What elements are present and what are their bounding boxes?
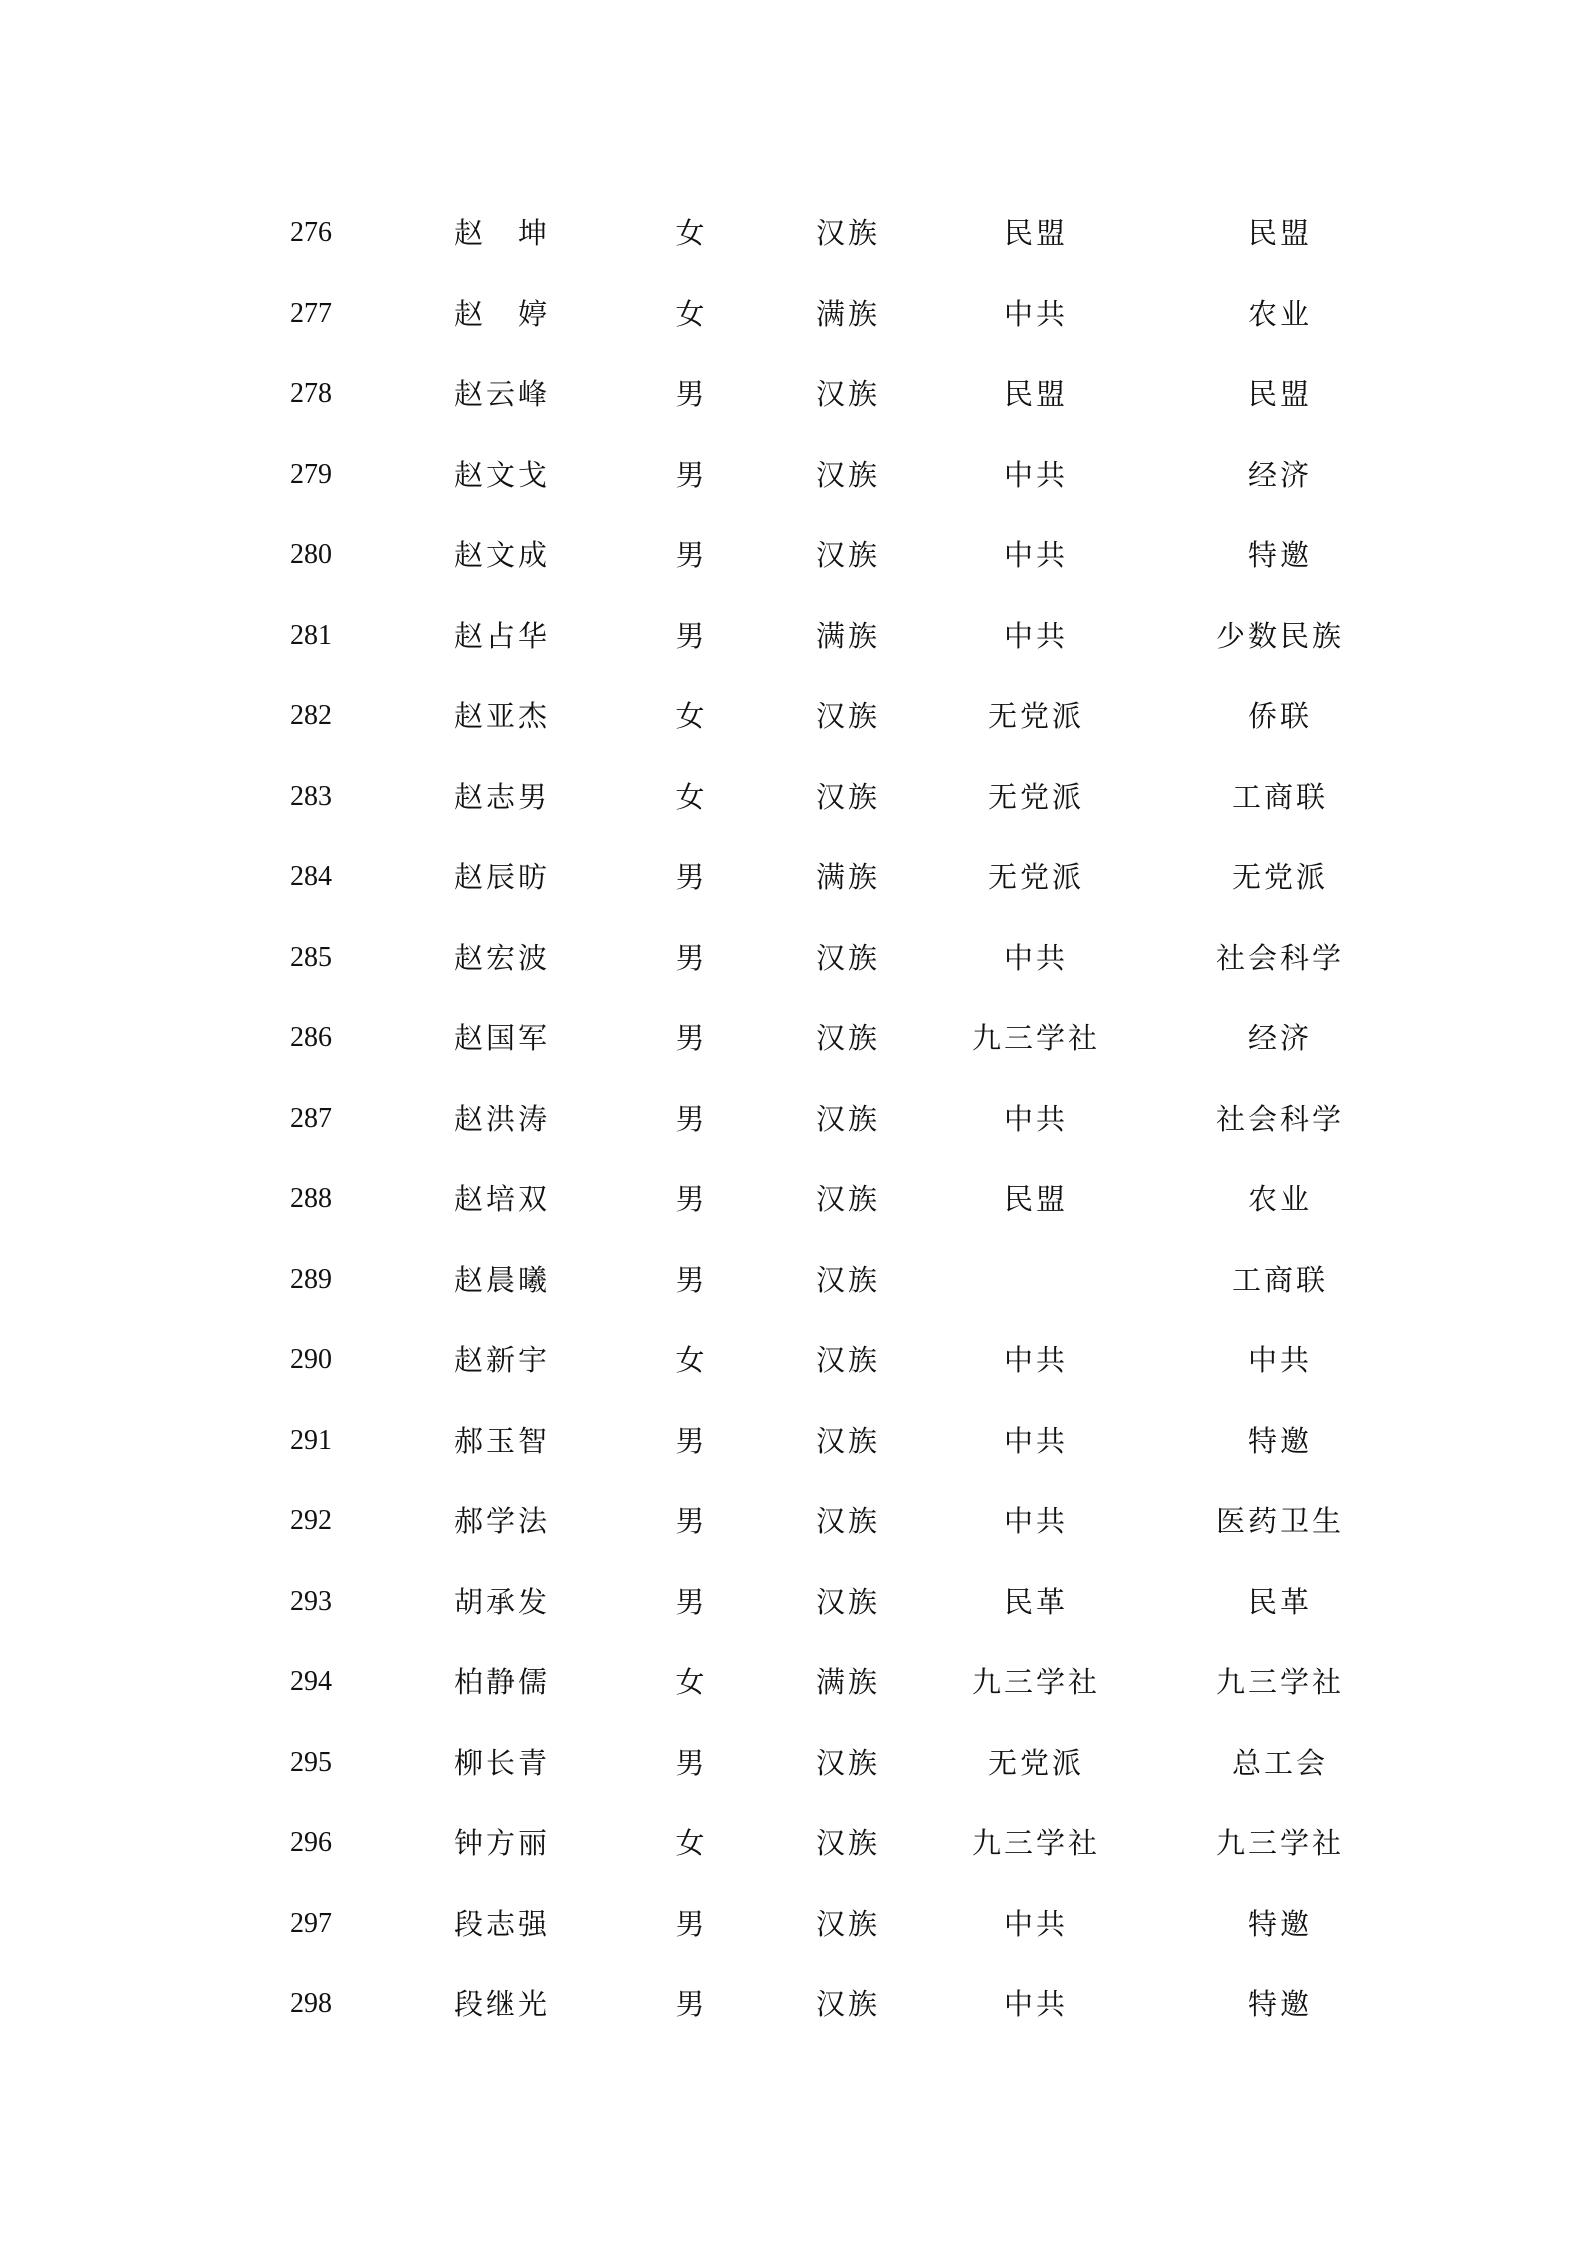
table-row: [0, 1325, 1587, 1406]
member-gender: 男: [675, 1987, 705, 2021]
member-party: 中共: [1003, 1343, 1069, 1377]
member-party: 中共: [1003, 1101, 1069, 1136]
row-number: 279: [290, 458, 332, 490]
member-party: 无党派: [987, 699, 1085, 733]
member-party: 中共: [1003, 1504, 1069, 1538]
table-row: [0, 1889, 1587, 1970]
row-number: 289: [290, 1263, 332, 1295]
member-sector: 农业: [1247, 296, 1313, 331]
member-gender: 男: [675, 377, 705, 411]
member-sector: 特邀: [1247, 1423, 1313, 1458]
member-gender: 男: [675, 457, 705, 492]
table-row: [0, 1969, 1587, 2050]
table-row: [0, 1164, 1587, 1245]
member-ethnicity: 汉族: [815, 1826, 881, 1860]
member-gender: 男: [675, 538, 705, 572]
row-number: 291: [290, 1424, 332, 1456]
member-party: 民盟: [1003, 216, 1069, 250]
row-number: 288: [290, 1183, 332, 1214]
member-name: 段志强: [453, 1906, 551, 1941]
member-sector: 工商联: [1231, 779, 1329, 814]
member-name: 赵新宇: [453, 1343, 551, 1377]
row-number: 295: [290, 1746, 332, 1778]
member-party: 中共: [1003, 1987, 1069, 2021]
member-sector: 特邀: [1247, 1987, 1313, 2021]
member-ethnicity: 满族: [815, 860, 881, 894]
member-sector: 民盟: [1247, 377, 1313, 411]
member-sector: 民革: [1247, 1584, 1313, 1619]
member-party: 中共: [1003, 940, 1069, 975]
member-party: 中共: [1003, 1906, 1069, 1941]
member-sector: 特邀: [1247, 1906, 1313, 1941]
table-row: [0, 681, 1587, 762]
member-name: 赵 婷: [453, 296, 551, 331]
row-number: 292: [290, 1505, 332, 1536]
member-sector: 工商联: [1231, 1262, 1329, 1297]
member-gender: 男: [675, 618, 705, 653]
member-ethnicity: 汉族: [815, 699, 881, 733]
member-gender: 男: [675, 1906, 705, 1941]
member-gender: 男: [675, 1504, 705, 1538]
row-number: 297: [290, 1907, 332, 1939]
member-sector: 无党派: [1231, 860, 1329, 894]
member-gender: 男: [675, 940, 705, 975]
member-gender: 男: [675, 1182, 705, 1216]
member-party: 九三学社: [971, 1021, 1101, 1055]
row-number: 285: [290, 941, 332, 973]
member-party: 中共: [1003, 296, 1069, 331]
row-number: 282: [290, 700, 332, 731]
member-ethnicity: 汉族: [815, 457, 881, 492]
table-row: [0, 1647, 1587, 1728]
member-party: 中共: [1003, 618, 1069, 653]
member-name: 钟方丽: [453, 1826, 551, 1860]
table-row: [0, 601, 1587, 682]
member-sector: 民盟: [1247, 216, 1313, 250]
member-gender: 男: [675, 1021, 705, 1055]
member-gender: 男: [675, 1584, 705, 1619]
member-ethnicity: 汉族: [815, 779, 881, 814]
member-list: [0, 198, 1587, 2050]
member-gender: 女: [675, 216, 705, 250]
member-name: 柳长青: [453, 1745, 551, 1780]
member-ethnicity: 汉族: [815, 1182, 881, 1216]
member-ethnicity: 汉族: [815, 1262, 881, 1297]
member-party: 九三学社: [971, 1826, 1101, 1860]
row-number: 276: [290, 217, 332, 248]
member-name: 赵辰昉: [453, 860, 551, 894]
row-number: 298: [290, 1988, 332, 2019]
member-party: 无党派: [987, 860, 1085, 894]
member-sector: 侨联: [1247, 699, 1313, 733]
table-row: [0, 1084, 1587, 1165]
member-name: 郝玉智: [453, 1423, 551, 1458]
table-row: [0, 1808, 1587, 1889]
member-gender: 男: [675, 1101, 705, 1136]
row-number: 287: [290, 1102, 332, 1134]
member-party: 无党派: [987, 1745, 1085, 1780]
member-name: 段继光: [453, 1987, 551, 2021]
member-sector: 总工会: [1231, 1745, 1329, 1780]
member-ethnicity: 汉族: [815, 216, 881, 250]
member-ethnicity: 满族: [815, 618, 881, 653]
member-sector: 社会科学: [1215, 940, 1345, 975]
row-number: 290: [290, 1344, 332, 1375]
table-row: [0, 359, 1587, 440]
table-row: [0, 520, 1587, 601]
member-sector: 农业: [1247, 1182, 1313, 1216]
member-name: 赵云峰: [453, 377, 551, 411]
row-number: 278: [290, 378, 332, 409]
member-name: 赵文成: [453, 538, 551, 572]
member-ethnicity: 汉族: [815, 1101, 881, 1136]
row-number: 283: [290, 780, 332, 812]
member-sector: 少数民族: [1215, 618, 1345, 653]
member-ethnicity: 汉族: [815, 940, 881, 975]
row-number: 286: [290, 1022, 332, 1053]
member-ethnicity: 汉族: [815, 1343, 881, 1377]
member-ethnicity: 汉族: [815, 377, 881, 411]
row-number: 296: [290, 1827, 332, 1858]
table-row: [0, 1003, 1587, 1084]
member-name: 赵宏波: [453, 940, 551, 975]
member-ethnicity: 汉族: [815, 1906, 881, 1941]
member-sector: 特邀: [1247, 538, 1313, 572]
member-name: 赵洪涛: [453, 1101, 551, 1136]
member-ethnicity: 汉族: [815, 1745, 881, 1780]
member-name: 赵 坤: [453, 216, 551, 250]
table-row: [0, 198, 1587, 279]
member-party: 中共: [1003, 457, 1069, 492]
member-gender: 女: [675, 1343, 705, 1377]
member-name: 赵志男: [453, 779, 551, 814]
row-number: 294: [290, 1666, 332, 1697]
table-row: [0, 1486, 1587, 1567]
table-row: [0, 1245, 1587, 1326]
member-gender: 男: [675, 1423, 705, 1458]
table-row: [0, 279, 1587, 360]
member-gender: 女: [675, 779, 705, 814]
member-party: 民革: [1003, 1584, 1069, 1619]
member-name: 赵培双: [453, 1182, 551, 1216]
member-gender: 女: [675, 1826, 705, 1860]
table-row: [0, 1567, 1587, 1648]
member-ethnicity: 汉族: [815, 538, 881, 572]
table-row: [0, 1728, 1587, 1809]
member-ethnicity: 满族: [815, 296, 881, 331]
member-name: 赵国军: [453, 1021, 551, 1055]
member-sector: 经济: [1247, 1021, 1313, 1055]
table-row: [0, 440, 1587, 521]
member-party: 九三学社: [971, 1665, 1101, 1699]
member-party: 民盟: [1003, 377, 1069, 411]
table-row: [0, 762, 1587, 843]
member-ethnicity: 汉族: [815, 1504, 881, 1538]
member-sector: 中共: [1247, 1343, 1313, 1377]
member-party: 中共: [1003, 1423, 1069, 1458]
member-name: 赵晨曦: [453, 1262, 551, 1297]
member-gender: 女: [675, 699, 705, 733]
member-sector: 社会科学: [1215, 1101, 1345, 1136]
member-ethnicity: 满族: [815, 1665, 881, 1699]
member-name: 胡承发: [453, 1584, 551, 1619]
member-name: 赵占华: [453, 618, 551, 653]
member-gender: 男: [675, 860, 705, 894]
row-number: 293: [290, 1585, 332, 1617]
member-sector: 九三学社: [1215, 1665, 1345, 1699]
member-sector: 医药卫生: [1215, 1504, 1345, 1538]
member-sector: 经济: [1247, 457, 1313, 492]
member-party: 民盟: [1003, 1182, 1069, 1216]
row-number: 284: [290, 861, 332, 892]
table-row: [0, 842, 1587, 923]
member-gender: 女: [675, 1665, 705, 1699]
row-number: 280: [290, 539, 332, 570]
member-name: 赵亚杰: [453, 699, 551, 733]
row-number: 281: [290, 619, 332, 651]
member-ethnicity: 汉族: [815, 1021, 881, 1055]
member-party: 无党派: [987, 779, 1085, 814]
member-sector: 九三学社: [1215, 1826, 1345, 1860]
member-name: 柏静儒: [453, 1665, 551, 1699]
table-row: [0, 1406, 1587, 1487]
member-ethnicity: 汉族: [815, 1987, 881, 2021]
member-name: 郝学法: [453, 1504, 551, 1538]
table-row: [0, 923, 1587, 1004]
member-party: 中共: [1003, 538, 1069, 572]
member-gender: 女: [675, 296, 705, 331]
member-name: 赵文戈: [453, 457, 551, 492]
row-number: 277: [290, 297, 332, 329]
member-gender: 男: [675, 1262, 705, 1297]
member-ethnicity: 汉族: [815, 1423, 881, 1458]
member-ethnicity: 汉族: [815, 1584, 881, 1619]
member-gender: 男: [675, 1745, 705, 1780]
